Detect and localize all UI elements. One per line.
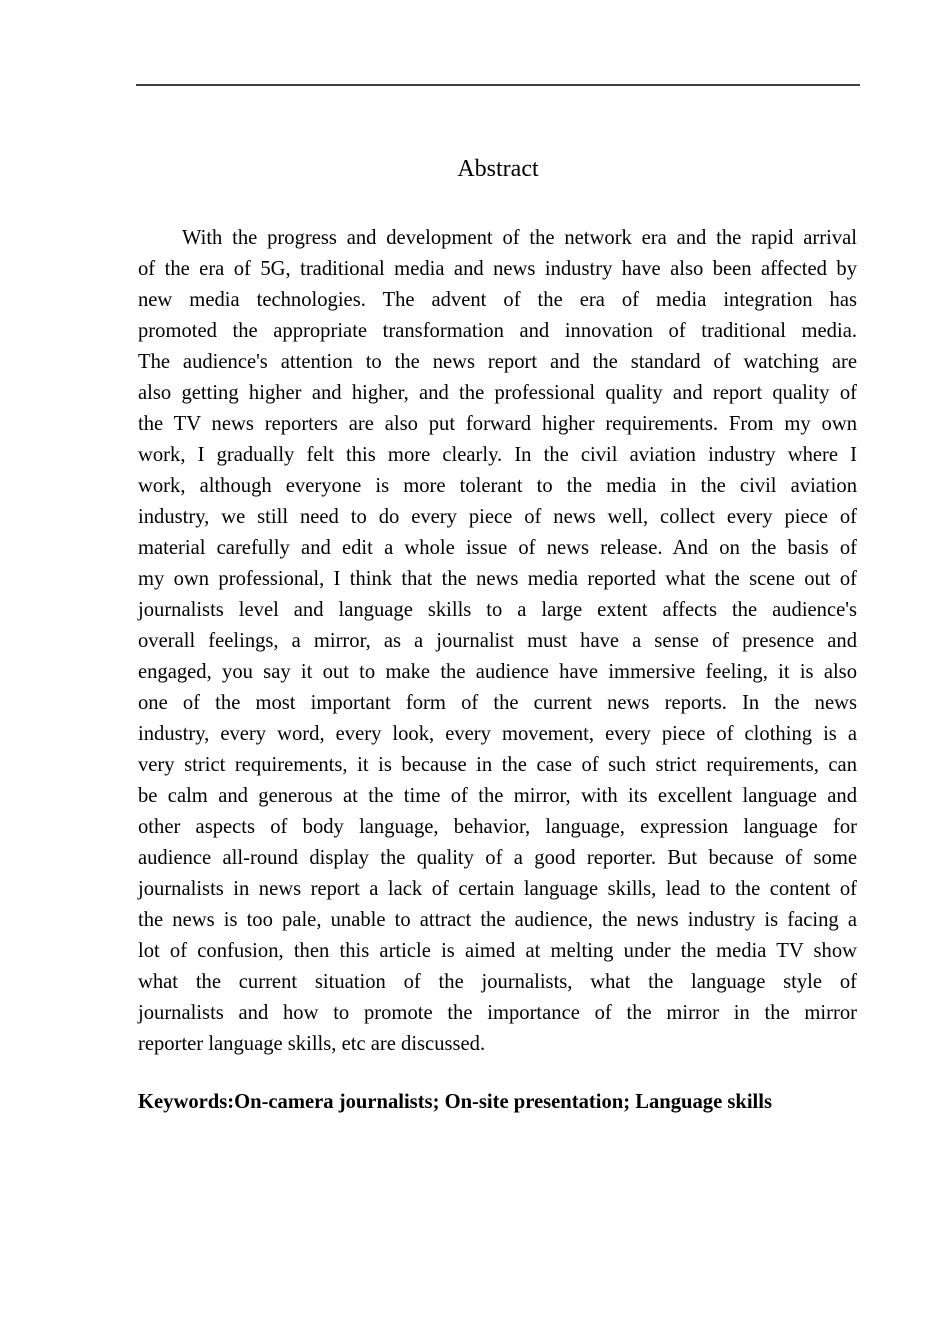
abstract-line: work, I gradually felt this more clearly. In the civil aviation industry where I <box>138 444 857 466</box>
abstract-line: work, although everyone is more tolerant to the media in the civil aviation <box>138 475 857 497</box>
abstract-line: the TV news reporters are also put forward higher requirements. From my own <box>138 413 857 435</box>
abstract-line: lot of confusion, then this article is aimed at melting under the media TV show <box>138 940 857 962</box>
abstract-line: very strict requirements, it is because in the case of such strict requirements, can <box>138 754 857 776</box>
abstract-title: Abstract <box>457 156 539 182</box>
abstract-line: promoted the appropriate transformation and innovation of traditional media. <box>138 320 857 342</box>
abstract-line: With the progress and development of the network era and the rapid arrival <box>182 227 857 249</box>
abstract-line: other aspects of body language, behavior, language, expression language for <box>138 816 857 838</box>
keywords: Keywords:On-camera journalists; On-site presentation; Language skills <box>138 1091 773 1113</box>
header-rule <box>136 84 860 86</box>
abstract-line: my own professional, I think that the news media reported what the scene out of <box>138 568 857 590</box>
abstract-line: one of the most important form of the current news reports. In the news <box>138 692 857 714</box>
abstract-line: The audience's attention to the news report and the standard of watching are <box>138 351 857 373</box>
abstract-line: overall feelings, a mirror, as a journalist must have a sense of presence and <box>138 630 857 652</box>
abstract-line: what the current situation of the journalists, what the language style of <box>138 971 857 993</box>
abstract-line: material carefully and edit a whole issue of news release. And on the basis of <box>138 537 857 559</box>
abstract-line: reporter language skills, etc are discussed. <box>138 1033 486 1055</box>
abstract-line: engaged, you say it out to make the audience have immersive feeling, it is also <box>138 661 857 683</box>
abstract-line: new media technologies. The advent of the era of media integration has <box>138 289 857 311</box>
abstract-line: the news is too pale, unable to attract the audience, the news industry is facing a <box>138 909 857 931</box>
abstract-line: industry, we still need to do every piece of news well, collect every piece of <box>138 506 857 528</box>
abstract-line: journalists in news report a lack of certain language skills, lead to the content of <box>138 878 857 900</box>
abstract-line: journalists level and language skills to a large extent affects the audience's <box>138 599 857 621</box>
abstract-line: be calm and generous at the time of the mirror, with its excellent language and <box>138 785 857 807</box>
abstract-line: journalists and how to promote the importance of the mirror in the mirror <box>138 1002 857 1024</box>
abstract-line: audience all-round display the quality of a good reporter. But because of some <box>138 847 857 869</box>
abstract-line: also getting higher and higher, and the professional quality and report quality of <box>138 382 857 404</box>
abstract-body <box>138 223 857 1060</box>
abstract-line: of the era of 5G, traditional media and news industry have also been affected by <box>138 258 857 280</box>
abstract-line: industry, every word, every look, every movement, every piece of clothing is a <box>138 723 857 745</box>
